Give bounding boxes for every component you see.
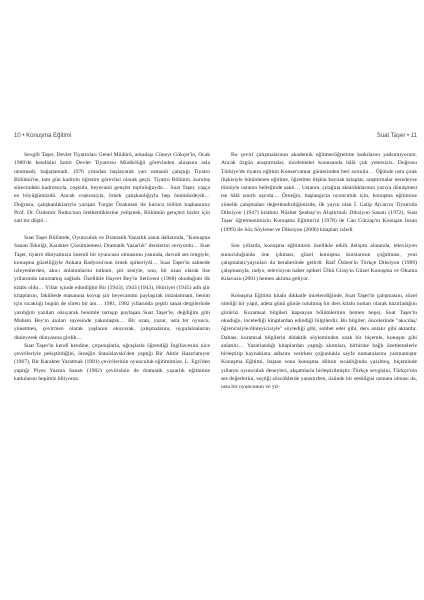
page-header: Suat Taşer • 11 xyxy=(376,133,417,139)
right-page xyxy=(221,0,421,600)
paragraph: Suat Taşer'in kendi kendine, çırpınışlarla, uğraşlarla öğrendiği İngilizcesini nice çevirileriyle pekiştirdiğini, örneğin Stanislavski'den yaptığı Bir Aktör Hazırlanıyor (1967), Bir Karakter Yaratmak (1981) çevirilerinin oyunculuk eğitimimize, L. Egri'den yaptığı Piyes Yazma Sanatı (1982) çevirisinin de dramatik yazarlık eğitimine katkılarını hepimiz biliyoruz. xyxy=(14,342,210,383)
left-page xyxy=(14,0,214,600)
page-body xyxy=(14,151,210,383)
paragraph: Sevgili Taşer, Devlet Tiyatroları Genel Müdürü, arkadaşı Cüneyt Gökçer'in, Ocak 1980'de kendisini İzmir Devlet Tiyatrosu Müdürlüğü görevinden alınasını asla unutmadı, bağışlamadı. 1976 yılından başlayarak yarı zamanlı çalıştığı Tiyatro Bölümü'ne, tam gün kadrolu öğretim görevlisi olarak geçti. Tiyatro Bölümü, kuruluş sürecindeki kadrosuyla, coşkulu, heyecanlı gençler topluluğuydu… Suat Taşer, yaşça en büyüğümüzdü. Ancak coşkusuyla, örnek çalışkanlığıyla hep önümüzdeydi… Doğrusu, çalışkanlıklarıyla yarışan Turgut Özakman ile kurucu bölüm başkanımız Prof. Dr. Özdemir Nutku'nun üretkenliklerine yetişmek, Bölümün gençleri bizler için zati bir düştü… xyxy=(14,152,210,225)
paragraph: Suat Taşer Bölümde, Oyunculuk ve Dramatik Yazarlık sanat dallarında, "Konuşma Sanatı Tekniği, Karakter Çözümlemesi, Dramatik Yazarlık" derslerini veriyordu… Suat Taşer, tiyatro dünyamızın önemli bir oyuncusu olmasının yanında, davudi ses rengiyle, konuşma güzelliğiyle Ankara Radyosu'nun örnek spikeriydi… Suat Taşer'in sahnede izleyenlerden, akıcı anlatımlarını tutkum, şiir sesiyle, onu, bir ozan olarak lise yıllarımda tanımamış sağladı. Özellikle Hayret Bey'in Serüveni (1968) okuduğum ilk kitabı oldu… Yıllar içinde edindiğim Bir (1943), 1943 (1943), Hürriyet (1945) adlı şiir kitaplarını, fakültede masanına koyup şiir heyecanımı paylaşırak imzalatmam, benim için sıcaklığı bugün de süren bir anı… 1981, 1982 yıllarında çeşitli sanat dergilerinde yazdığım yazıları okuyarak benimle tartışıp paylaşan Suat Taşer'le, değdiğim gibi Muhsin Bey'in anıları sayesinde yakınlaştık… Bir ozan, yazar, usta bir oyuncu, yönetmen, çevirmen olarak yaşlarını okuyarak, çalışmalarını, uygulamalarını dinleyerek dünyasına girdik… xyxy=(14,234,210,341)
paragraph: Bu çeviri çalışmalarının akademik eğitime/öğretime katkılarını yadsımıyorum. Ancak özgün araştırmalar, incelemeler konusunda hâlâ çok yetersiziz. Doğrusu Türkiye'de tiyatro eğitimi Konservatuar günlerinden beri sorunlu… Öğünde usta çırak ilişkisiyle bütünlenen eğitime, öğretime ilişkin kaynak kitaplar, araştırmalar neredeyse tümüyle ustanın belleğinde saklı… Ustanın, çırağına aktardıklarının yazıya dönüşmesi ise hâlâ sınırlı sayıda… Örneğin, başlangıcta oyunculuk için, konuşma eğitimine yönelik çalışmaları değerlendirdiğimizde, ilk yayın olan İ. Galip Arcan'ın Tiyatroda Diksiyon (1947) kitabını Nüzhet Şenbay'ın Alıştırmalı Diksiyon Sanatı (1972), Suat Taşer öğretmenimizin Konuşma Eğitimi'ni (1978) de Can Gürzap'ın Konuşan İnsan (1999) ile Söz Söyleme ve Diksiyon (2006) kitapları izledi. xyxy=(221,152,417,233)
paragraph: Son yıllarda, konuşma eğitiminin özellikle etkili iletişim alanında, televizyon sunuculuğunda öne çıkması, güzel konuşma kurslarının çoğalması, yeni çalışmaları/yayınları da beraberinde getirdi: Raif Özben'in Türkçe Diksiyon (1989) çalışmasıyla, radyo, televizyon haber spikeri Ülkü Giray'ın Güzel Konuşma ve Okuma Kılavuzu (2001) hemen aklıma geliyor. xyxy=(221,243,417,283)
paragraph: Konuşma Eğitimi kitabı dikkatle incelendiğinde, Suat Taşer'in çalışmasını, sözel niteliği bir yapıt, adeta günü günüe tutulmuş bir ders kitabı notları olarak hazırladığını görürüz. Kuramsal bilgileri kapsayan bölümlerinin hemen hepsi, Suat Taşer'in okuduğu, incelediği kitaplardan edindiği bilgilerdir. Bu bilgiler, öncelerinde "akıcılaş/öğrencisiyle/dinleyicisiyle" söylediği gibi, sohbet eder gibi, ders anlatır gibi aktardır. Dahası, kuramsal bilgilerin didaktik söyleminden uzak bir biçemle, konuşur gibi anlatılır… Yazarlandığı kitaplardan yaptığı alıntıları, birbirine bağlı özetlemelerle birleştirip kaynaklara adlarını verirken çoğunlukla sayfa numaralarını yazmamıştır Konuşma Eğitimi, baştan sona konuşma dilinin sıcaklığında yazılmış, biçeminde yıllarını oyunculuk deneyleri, akşamlarla birleştirilmiştir. Türkçe sevgisini, Türkçe'nin ses değerlerini, seçtiği sözcüklerde yansıtırken, özünde bir sesbilgisi uzmanı olması da, usta bir oyuncunun ve yıl- xyxy=(221,293,417,391)
page-body xyxy=(221,151,417,392)
page-header: 10 • Konuşma Eğitimi xyxy=(14,133,72,139)
